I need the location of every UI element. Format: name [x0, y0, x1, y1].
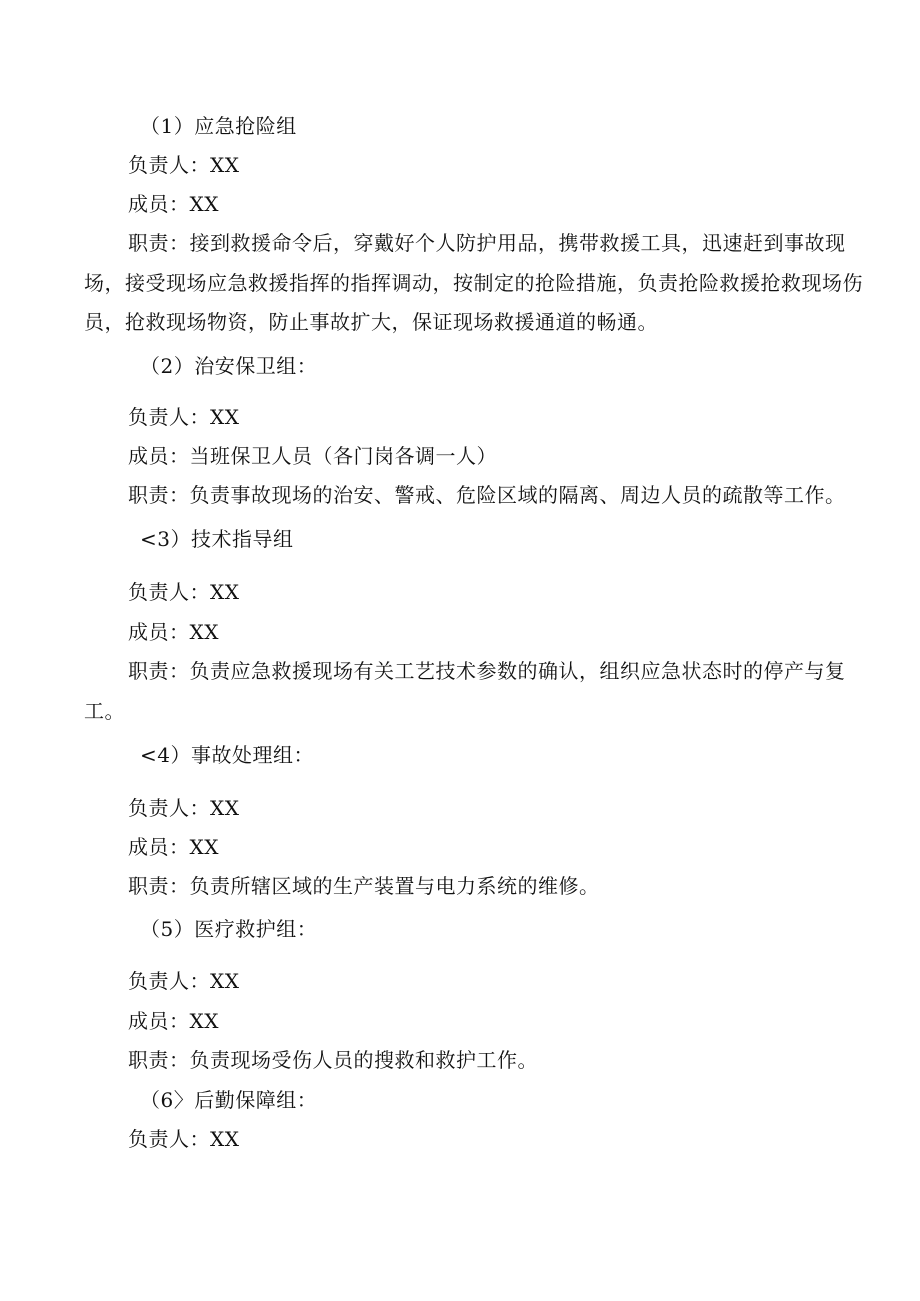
section-4-leader: 负责人：XX: [128, 796, 240, 820]
section-5-heading: （5）医疗救护组：: [140, 917, 318, 941]
section-6-leader: 负责人：XX: [128, 1127, 240, 1151]
section-3-leader: 负责人：XX: [128, 580, 240, 604]
section-1-heading: （1）应急抢险组: [140, 114, 297, 138]
section-3-members: 成员：XX: [128, 620, 219, 644]
section-2-members: 成员：当班保卫人员（各门岗各调一人）: [128, 444, 497, 468]
section-4-members: 成员：XX: [128, 835, 219, 859]
section-2-leader: 负责人：XX: [128, 405, 240, 429]
section-6-heading: （6〉后勤保障组：: [140, 1088, 318, 1112]
section-4-heading: <4）事故处理组：: [140, 743, 314, 767]
section-1-duty-line-3: 员，抢救现场物资，防止事故扩大，保证现场救援通道的畅通。: [84, 310, 658, 334]
section-3-heading: <3）技术指导组: [140, 527, 294, 551]
section-4-duty-line-1: 职责：负责所辖区域的生产装置与电力系统的维修。: [128, 874, 600, 898]
section-1-members: 成员：XX: [128, 192, 219, 216]
section-5-leader: 负责人：XX: [128, 969, 240, 993]
section-2-heading: （2）治安保卫组：: [140, 354, 318, 378]
section-1-duty-line-1: 职责：接到救援命令后，穿戴好个人防护用品，携带救援工具，迅速赶到事故现: [128, 231, 846, 255]
section-5-members: 成员：XX: [128, 1009, 219, 1033]
section-5-duty-line-1: 职责：负责现场受伤人员的搜救和救护工作。: [128, 1048, 538, 1072]
section-2-duty-line-1: 职责：负责事故现场的治安、警戒、危险区域的隔离、周边人员的疏散等工作。: [128, 483, 846, 507]
section-1-leader: 负责人：XX: [128, 153, 240, 177]
section-3-duty-line-1: 职责：负责应急救援现场有关工艺技术参数的确认，组织应急状态时的停产与复: [128, 659, 846, 683]
section-3-duty-line-2: 工。: [84, 699, 125, 723]
section-1-duty-line-2: 场，接受现场应急救援指挥的指挥调动，按制定的抢险措施，负责抢险救援抢救现场伤: [84, 271, 863, 295]
